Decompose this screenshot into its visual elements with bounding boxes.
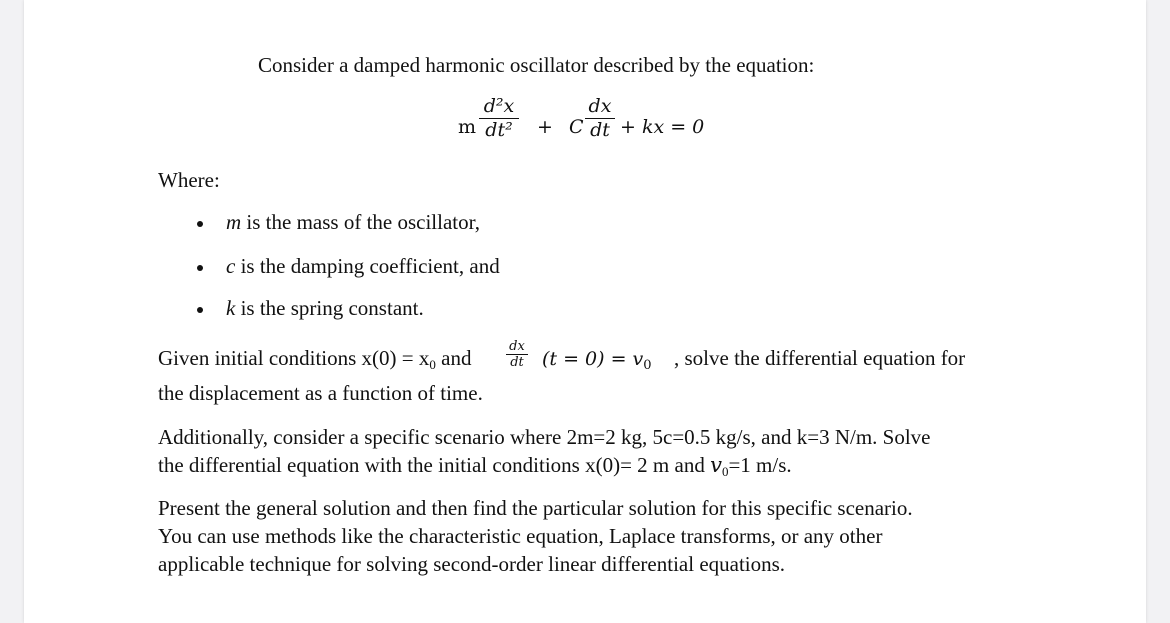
document-page <box>24 0 1146 623</box>
additional-line-2 <box>158 455 792 478</box>
definition-text: is the spring constant. <box>235 296 424 320</box>
definition-item <box>226 298 424 319</box>
eq-den-dt: dt <box>590 119 610 141</box>
eq-den-dt2: dt² <box>485 119 513 141</box>
eq-frac-dx-dt <box>585 97 615 140</box>
given-frac-dx-dt <box>506 340 528 369</box>
given-condition <box>542 350 652 372</box>
bullet-dot <box>197 265 203 271</box>
bullet-dot <box>197 307 203 313</box>
given-cond-text: (t = 0) = v <box>542 348 644 370</box>
eq-num-d2x: d²x <box>483 95 515 117</box>
additional-text: the differential equation with the initial conditions x(0)= 2 m and <box>158 453 711 477</box>
definition-symbol: c <box>226 254 236 278</box>
additional-text-end: =1 m/s. <box>728 453 792 477</box>
additional-v0-subscript: 0 <box>721 464 729 479</box>
given-x0-subscript: 0 <box>429 357 436 372</box>
given-frac-num: dx <box>509 339 525 354</box>
eq-c: C <box>569 116 584 138</box>
given-and: and <box>435 346 472 370</box>
given-line-1-part1 <box>158 348 471 371</box>
definition-text: is the damping coefficient, and <box>235 254 500 278</box>
eq-m: m <box>458 116 477 138</box>
definition-text: is the mass of the oscillator, <box>241 210 481 234</box>
definition-item <box>226 212 480 233</box>
additional-v0: v <box>710 453 722 477</box>
eq-rest: + kx = 0 <box>620 116 705 138</box>
intro-text: Consider a damped harmonic oscillator described by the equation: <box>258 53 815 77</box>
given-text: Given initial conditions x(0) = x <box>158 346 430 370</box>
definition-symbol: m <box>226 210 242 234</box>
given-frac-den: dt <box>510 355 524 370</box>
eq-frac-d2x-dt2 <box>479 97 519 140</box>
present-line-3: applicable technique for solving second-order linear differential equations. <box>158 552 786 576</box>
eq-num-dx: dx <box>588 95 612 117</box>
definition-symbol: k <box>226 296 236 320</box>
where-label: Where: <box>158 168 220 192</box>
given-v0-subscript: 0 <box>643 358 652 373</box>
bullet-dot <box>197 221 203 227</box>
eq-plus: + <box>537 116 553 138</box>
given-line-2: the displacement as a function of time. <box>158 381 483 405</box>
definition-item <box>226 256 500 277</box>
present-line-2: You can use methods like the characteristic equation, Laplace transforms, or any other <box>158 524 883 548</box>
given-line-1-part2: , solve the differential equation for <box>674 346 966 370</box>
additional-line-1: Additionally, consider a specific scenario where 2m=2 kg, 5c=0.5 kg/s, and k=3 N/m. Solve <box>158 425 931 449</box>
present-line-1: Present the general solution and then find the particular solution for this specific scenario. <box>158 496 913 520</box>
